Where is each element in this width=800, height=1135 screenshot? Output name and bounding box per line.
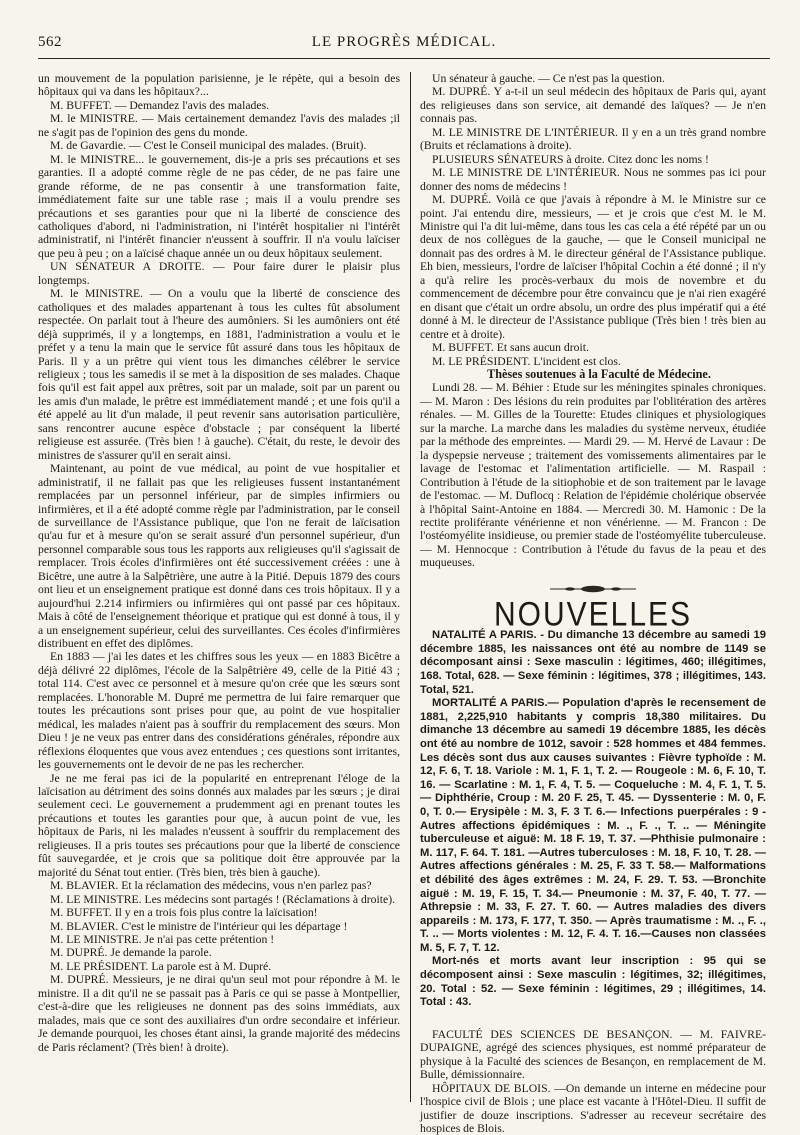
paragraph: M. le MINISTRE. — Mais certainement demandez l'avis des malades ;il ne s'agit pas de l'opinion des gens du monde.	[38, 112, 400, 139]
paragraph: Maintenant, au point de vue médical, au point de vue hospitalier et administratif, il ne fallait pas que les religieuses fussent instantanément remplacées par un personnel inférieur, par de simples infirmiers ou infirmières, et il a été adopté comme règle par l'administration, par le conseil de surveillance de l'Assistance publique, que l'on ne ferait de laïcisation qu'au fur et à mesure qu'on se serait assuré d'un personnel supérieur, d'un personnel comparable sous tous les rapports aux religieuses qu'il s'agissait de remplacer. Trois écoles d'infirmières ont été successivement créées : une à Bicêtre, une autre à la Salpêtrière, une autre à la Pitié. Depuis 1879 des cours ont lieu et un enseignement pratique est donné dans ces trois hôpitaux. Il y a aujourd'hui 2.214 infirmiers ou infirmières qui ont passé par ces hôpitaux. Mais à côté de l'enseignement théorique et pratique qui est donné à tous, il y a un enseignement supérieur, celui des surveillantes. Ces écoles d'infirmières distribuent en effet des diplômes.	[38, 462, 400, 651]
news-besancon: FACULTÉ DES SCIENCES DE BESANÇON. — M. FAIVRE-DUPAIGNE, agrégé des sciences physiques, est nommé préparateur de physique à la Faculté des sciences de Besançon, en remplacement de M. Bulle, démissionnaire.	[420, 1027, 766, 1082]
left-column	[38, 72, 400, 1054]
nouvelles-heading: NOUVELLES	[493, 595, 693, 634]
paragraph: En 1883 — j'ai les dates et les chiffres sous les yeux — en 1883 Bicêtre a déjà délivré 22 diplômes, l'école de la Salpêtrière 49, celle de la Pitié 43 ; total 114. C'est avec ce personnel et à mesure qu'on crée que les sœurs sont remplacées. L'honorable M. Dupré me permettra de lui faire remarquer que toutes les précautions sont prises pour que, au point de vue hospitalier médical, les malades n'aient pas à souffrir du remplacement des sœurs. Mon Dieu ! je ne veux pas entrer dans des considérations générales, répondre aux réflexions éloquentes que vous avez entendues ; ces questions sont irritantes, les gouvernements ont le devoir de ne pas les rechercher.	[38, 650, 400, 772]
news-blois: HÔPITAUX DE BLOIS. —On demande un interne en médecine pour l'hospice civil de Blois ; une place est vacante à l'Hôtel-Dieu. Il suffit de justifier de douze inscriptions. S'adresser au receveur secrétaire des hospices de Blois.	[420, 1081, 766, 1135]
paragraph: Un sénateur à gauche. — Ce n'est pas la question.	[432, 72, 665, 85]
news-mortalite: MORTALITÉ A PARIS.— Population d'après le recensement de 1881, 2,225,910 habitants y compris 18,380 militaires. Du dimanche 13 décembre au samedi 19 décembre 1885, les décès ont été au nombre de 1012, savoir : 528 hommes et 484 femmes. Les décès sont dus aux causes suivantes : Fièvre typhoïde : M. 12, F. 6, T. 18. Variole : M. 1, F. 1, T. 2. — Rougeole : M. 6, F. 10, T. 16. — Scarlatine : M. 1, F. 4, T. 5. — Coqueluche : M. 4, F. 1, T. 5. — Diphthérie, Croup : M. 20 F. 25, T. 45. — Dyssenterie : M. 0, F. 0, T. 0.— Erysipèle : M. 3, F. 3 T. 6.— Infections puerpérales : 9 - Autres affections épidémiques : M. ., F. ., T. .. — Méningite tuberculeuse et aiguë: M. 18 F. 19, T. 37. —Phthisie pulmonaire : M. 117, F. 64. T. 181. —Autres tuberculoses : M. 18, F. 10, T. 28. —Autres affections générales : M. 25, F. 33 T. 58.— Malformations et débilité des âges extrêmes : M. 24, F. 29. T. 53. —Bronchite aiguë : M. 19, F. 15, T. 34.— Pneumonie : M. 37, F. 40, T. 77. —Athrepsie : M. 33, F. 27. T. 60. — Autres maladies des divers appareils : M. 173, F. 177, T. 350. — Après traumatisme : M. ., F. ., T. .. — Morts violentes : M. 12, F. 4. T. 16.—Causes non classées M. 5, F. 7, T. 12.	[420, 697, 766, 954]
news-natalite: NATALITÉ A PARIS. - Du dimanche 13 décembre au samedi 19 décembre 1885, les naissances ont été au nombre de 1149 se décomposant ainsi : Sexe masculin : légitimes, 460; illégitimes, 168. Total, 628. — Sexe féminin : légitimes, 378 ; illégitimes, 143. Total, 521.	[420, 629, 766, 696]
paragraph: M. LE PRÉSIDENT. L'incident est clos.	[432, 354, 621, 368]
paragraph: M. BLAVIER. Et la réclamation des médecins, vous n'en parlez pas?	[50, 879, 372, 893]
paragraph: M. LE MINISTRE. Les médecins sont partagés ! (Réclamations à droite).	[50, 892, 396, 906]
news-mort-nes: Mort-nés et morts avant leur inscription : 95 qui se décomposent ainsi : Sexe masculin : légitimes, 32; illégitimes, 20. Total : 52. — Sexe féminin : légitimes, 29 ; illégitimes, 14. Total : 43.	[420, 955, 766, 1009]
paragraph: M. BUFFET. Il y en a trois fois plus contre la laïcisation!	[50, 906, 318, 920]
paragraph: M. LE MINISTRE DE L'INTÉRIEUR. Nous ne sommes pas ici pour donner des noms de médecins !	[420, 166, 766, 193]
paragraph: PLUSIEURS SÉNATEURS à droite. Citez donc les noms !	[432, 152, 709, 166]
paragraph: M. BUFFET. Et sans aucun droit.	[432, 341, 589, 355]
paragraph: UN SÉNATEUR A DROITE. — Pour faire durer le plaisir plus longtemps.	[38, 260, 400, 287]
paragraph: M. BLAVIER. C'est le ministre de l'intérieur qui les départage !	[50, 919, 348, 933]
paragraph: M. DUPRÉ. Y a-t-il un seul médecin des hôpitaux de Paris qui, ayant des religieuses dans son service, ait demandé des laïques? — Je n'en connais pas.	[420, 85, 766, 126]
theses-heading: Thèses soutenues à la Faculté de Médecine.	[487, 366, 711, 381]
page-header	[38, 34, 770, 54]
paragraph: M. DUPRÉ. Voilà ce que j'avais à répondre à M. le Ministre sur ce point. J'ai entendu dire, messieurs, — et je crois que c'est M. le M. Ministre qui l'a dit lui-même, dans tous les cas cela a été répété par un ou deux de nos collègues de la gauche, — que le Conseil municipal ne donnait pas des ordres à M. le directeur général de l'Assistance publique. Eh bien, messieurs, l'ordre de laïciser l'hôpital Cochin a été donné ; il n'y a qu'à relire les procès-verbaux du mois de novembre et du commencement de décembre pour être convaincu que je n'ai rien exagéré en disant que c'était un ordre absolu, un ordre des plus impératif qui a été donné à M. le directeur de l'Assistance publique (Très bien ! très bien au centre et à droite).	[420, 193, 766, 341]
paragraph: M. LE MINISTRE. Je n'ai pas cette prétention !	[50, 933, 275, 946]
paragraph: M. DUPRÉ. Je demande la parole.	[50, 946, 212, 960]
spacer	[420, 1010, 766, 1028]
paragraph: M. BUFFET. — Demandez l'avis des malades.	[50, 98, 270, 112]
column-divider	[410, 72, 411, 1102]
theses-paragraph: Lundi 28. — M. Béhier : Etude sur les méningites spinales chroniques.— M. Maron : Des lésions du rein produites par l'oblitération des artères rénales. — M. Gilles de la Tourette: Etudes cliniques et physiologiques sur la marche. La marche dans les maladies du système nerveux, étudiée par la méthode des empreintes. — Mardi 29. — M. Hervé de Lavaur : De la dyspepsie nerveuse ; traitement des vomissements alimentaires par le lavage de l'estomac et l'alimentation artificielle. — M. Raspail : Contribution à l'étude de la sitiophobie et de son traitement par le lavage de l'estomac. — M. Duflocq : Relation de l'épidémie cholérique observée à l'hôpital Saint-Antoine en 1884. — Mercredi 30. M. Hamonic : De la rectite proliférante vénérienne et non vénérienne. — M. Francon : De l'ostéomyélite insidieuse, ou premier stade de l'ostéomyélite tuberculeuse. — M. Hennocque : Contribution à l'étude du favus de la peau et des muqueuses.	[420, 381, 766, 570]
paragraph: Je ne me ferai pas ici de la popularité en entreprenant l'éloge de la laïcisation au détriment des soins donnés aux malades par les sœurs ; je dirai seulement ceci. Le gouvernement a prudemment agi en prenant toutes les précautions et toutes les garanties pour que, à aucun point de vue, les hôpitaux de Paris, ni les malades n'eussent à souffrir du remplacement des religieuses. Il a pris toutes ses précautions pour que la liberté de conscience fût sauvegardée, et je crois que sa politique doit être approuvée par la majorité du Sénat tout entier. (Très bien, très bien à gauche).	[38, 771, 400, 879]
ornament-divider	[548, 584, 638, 594]
page-number: 562	[38, 34, 62, 50]
paragraph: M. DUPRÉ. Messieurs, je ne dirai qu'un seul mot pour répondre à M. le ministre. Il a dit qu'il ne se passait pas à Paris ce qui se passe à Montpellier, c'est-à-dire que les religieuses ne donnent pas des soins immédiats, aux malades, mais que ce sont des auxiliaires d'un ordre secondaire et inférieur. Je demande pourquoi, les choses étant ainsi, la grande majorité des médecins de Paris réclament? (Très bien! à droite).	[38, 973, 400, 1054]
paragraph: M. le MINISTRE. — On a voulu que la liberté de conscience des catholiques et des malades appartenant à tous les cultes fût absolument respectée. On parlait tout à l'heure des aumôniers. Si les aumôniers ont été déjà supprimés, il y a longtemps, en 1881, l'administration a voulu et le préfet y a tenu la main que le service fût assuré dans tous les hôpitaux de Paris. Il y a un prêtre qui vient tous les dimanches célébrer le service religieux ; tous les samedis il se met à la disposition de ses malades. Chaque fois qu'il est fait appel aux prêtres, soit par un malade, soit par un parent ou les amis d'un malade, le prêtre est immédiatement mandé ; et une fois qu'il a été appelé au lit d'un malade, il peut revenir sans autorisation particulière, sans rencontrer aucune espèce d'obstacle ; par conséquent la liberté religieuse est assurée. (Très bien ! à gauche). C'était, du reste, le devoir des ministres de s'assurer qu'il en serait ainsi.	[38, 287, 400, 462]
journal-title: LE PROGRÈS MÉDICAL.	[311, 34, 497, 50]
paragraph: un mouvement de la population parisienne, je le répète, qui a besoin des hôpitaux qui va dans les hôpitaux?...	[38, 72, 400, 99]
paragraph: M. LE MINISTRE DE L'INTÉRIEUR. Il y en a un très grand nombre (Bruits et réclamations à droite).	[420, 125, 766, 153]
news-block	[420, 629, 766, 1010]
paragraph: M. le MINISTRE... le gouvernement, dis-je a pris ses précautions et ses garanties. Il a adopté comme règle de ne pas céder, de ne pas faire une grande réforme, de ne pas consentir à une transformation faite, immédiatement faite sur une table rase ; mais il a voulu prendre ses précautions et ses garanties pour que ni la liberté de conscience des catholiques d'abord, ni l'administration, ni l'intérêt hospitalier ni l'intérêt administratif, ni l'intérêt financier n'eussent à souffrir. Il n'a voulu laïciser que peu à peu ; on a laïcisé chaque année un ou deux hôpitaux seulement.	[38, 152, 400, 260]
header-rule	[38, 58, 770, 59]
paragraph: M. de Gavardie. — C'est le Conseil municipal des malades. (Bruit).	[50, 139, 367, 153]
paragraph: M. LE PRÉSIDENT. La parole est à M. Dupré.	[50, 959, 272, 973]
right-column	[420, 72, 766, 1135]
